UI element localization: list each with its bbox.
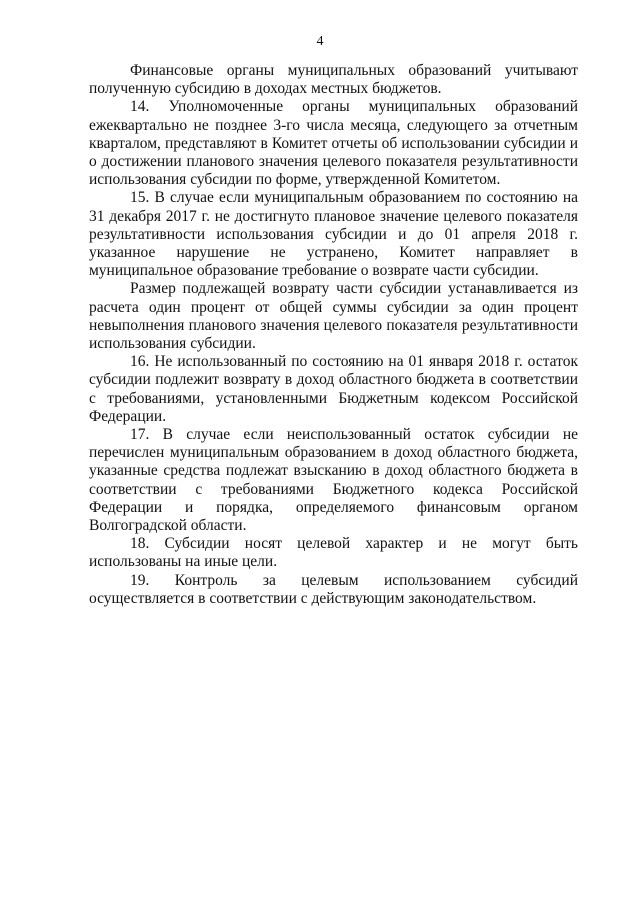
paragraph-local-budget-income: Финансовые органы муниципальных образований учитывают полученную субсидию в доходах местных бюджетов. — [89, 62, 578, 98]
page-number: 4 — [316, 34, 324, 49]
paragraph-17-balance-recovery: 17. В случае если неиспользованный остаток субсидии не перечислен муниципальным образованием в доход областного бюджета, указанные средства подлежат взысканию в доход областного бюджета в соответствии с требованиями Бюджетного кодекса Российской Федерации и порядка, определяемого финансовым органом Волгоградской области. — [89, 426, 578, 535]
paragraph-18-targeted-nature: 18. Субсидии носят целевой характер и не могут быть использованы на иные цели. — [89, 535, 578, 571]
paragraph-return-amount-calculation: Размер подлежащей возврату части субсидии устанавливается из расчета один процент от общей суммы субсидии за один процент невыполнения планового значения целевого показателя результативности использования субсидии. — [89, 280, 578, 353]
document-body — [89, 62, 578, 608]
paragraph-19-usage-control: 19. Контроль за целевым использованием субсидий осуществляется в соответствии с действующим законодательством. — [89, 571, 578, 607]
paragraph-14-quarterly-reports: 14. Уполномоченные органы муниципальных образований ежеквартально не позднее 3-го числа месяца, следующего за отчетным кварталом, представляют в Комитет отчеты об использовании субсидии и о достижении планового значения целевого показателя результативности использования субсидии по форме, утвержденной Комитетом. — [89, 98, 578, 189]
paragraph-16-unused-balance-return: 16. Не использованный по состоянию на 01 января 2018 г. остаток субсидии подлежит возврату в доход областного бюджета в соответствии с требованиями, установленными Бюджетным кодексом Российской Федерации. — [89, 353, 578, 425]
paragraph-15-subsidy-return-demand: 15. В случае если муниципальным образованием по состоянию на 31 декабря 2017 г. не достигнуто плановое значение целевого показателя результативности использования субсидии и до 01 апреля 2018 г. указанное нарушение не устранено, Комитет направляет в муниципальное образование требование о возврате части субсидии. — [89, 189, 578, 280]
